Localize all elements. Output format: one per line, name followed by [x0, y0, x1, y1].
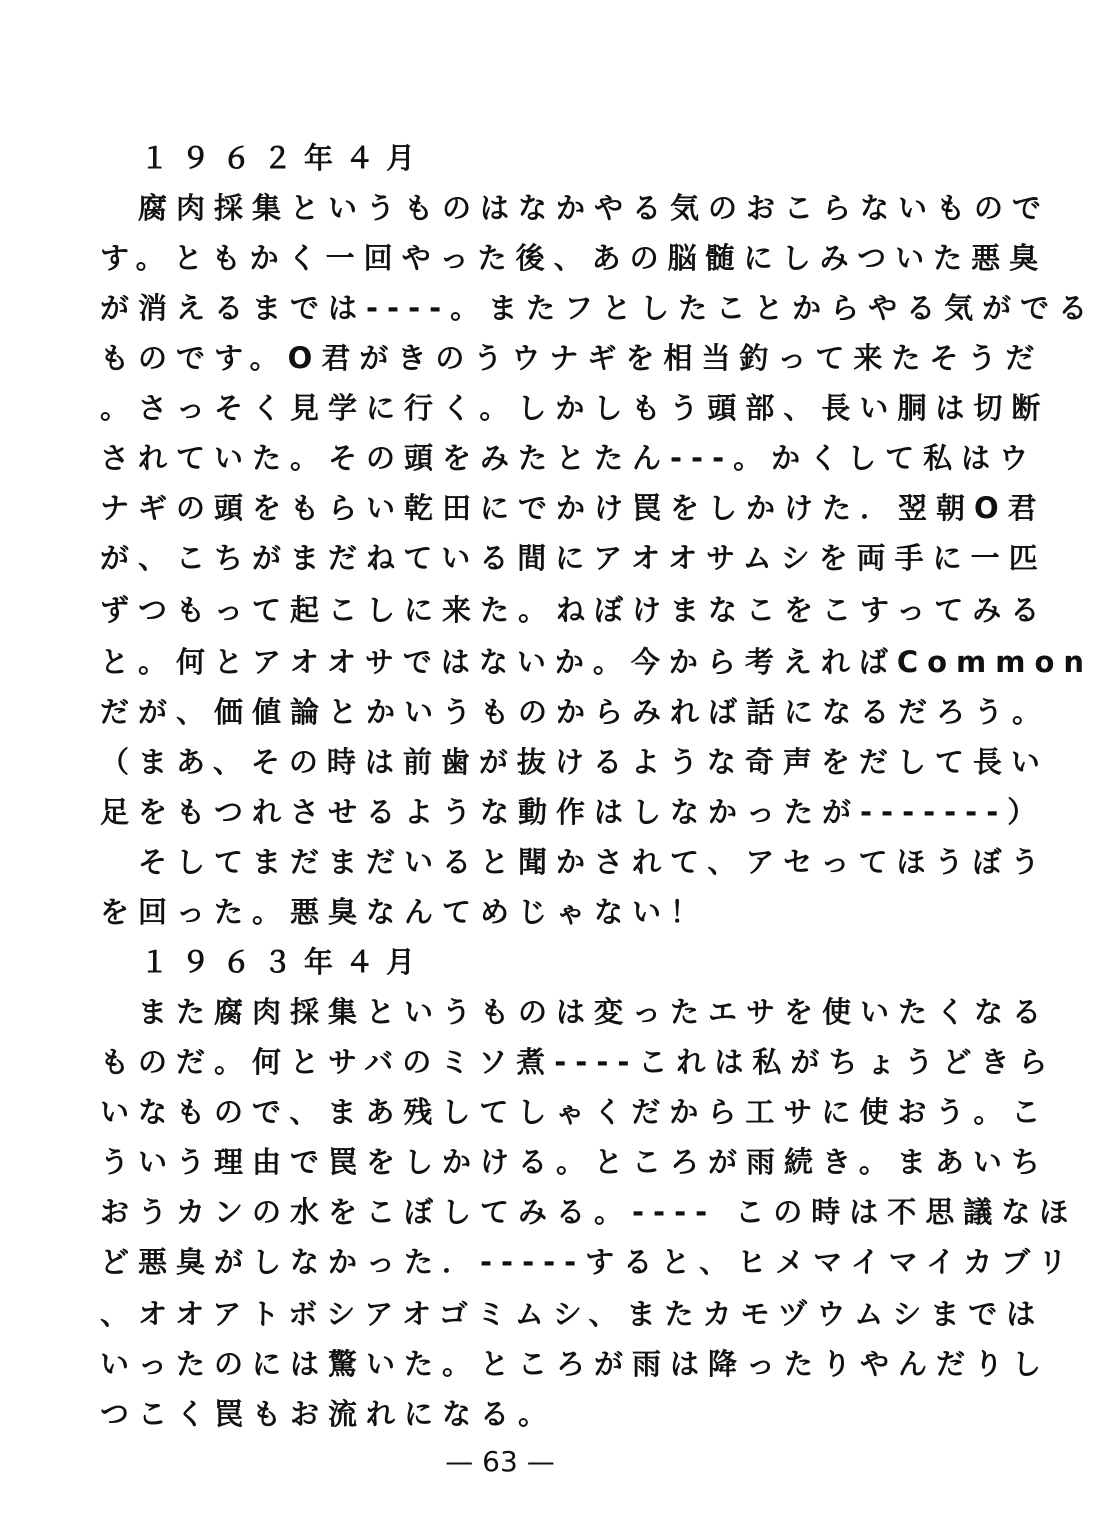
- paragraph-line: が、こちがまだねている間にアオオサムシを両手に一匹: [100, 541, 1047, 575]
- page-number: — 63 —: [445, 1445, 555, 1478]
- paragraph-line: 、オオアトボシアオゴミムシ、またカモヅウムシまでは: [100, 1297, 1045, 1331]
- paragraph-line: おうカンの水をこぼしてみる。---- この時は不思議なほ: [100, 1195, 1078, 1229]
- section-heading-1963: １９６３年４月: [140, 945, 428, 979]
- paragraph-line: いなもので、まあ残してしゃくだから工サに使おう。こ: [100, 1095, 1050, 1129]
- paragraph-line: 腐肉採集というものはなかやる気のおこらないもので: [138, 191, 1051, 225]
- paragraph-line: ものです。O君がきのうウナギを相当釣って来たそうだ: [100, 341, 1044, 375]
- paragraph-line: つこく罠もお流れになる。: [100, 1397, 557, 1431]
- paragraph-line: そしてまだまだいると聞かされて、アセってほうぼう: [138, 845, 1049, 879]
- paragraph-line: ナギの頭をもらい乾田にでかけ罠をしかけた．翌朝O君: [100, 491, 1046, 525]
- paragraph-line: いったのには驚いた。ところが雨は降ったりやんだりし: [100, 1347, 1051, 1381]
- paragraph-line: 足をもつれさせるような動作はしなかったが-------）: [100, 795, 1046, 829]
- paragraph-line: を回った。悪臭なんてめじゃない！: [100, 895, 709, 929]
- paragraph-line: （まあ、その時は前歯が抜けるような奇声をだして長い: [100, 745, 1049, 779]
- paragraph-line: ういう理由で罠をしかける。ところが雨続き。まあいち: [100, 1145, 1049, 1179]
- paragraph-line: されていた。その頭をみたとたん---。かくして私はウ: [100, 441, 1038, 475]
- paragraph-line: が消えるまでは----。またフとしたことからやる気がでる: [100, 291, 1096, 325]
- paragraph-line: と。何とアオオサではないか。今から考えればCommon: [100, 645, 1094, 679]
- paragraph-line: ものだ。何とサバのミソ煮----これは私がちょうどきら: [100, 1045, 1057, 1079]
- paragraph-line: ど悪臭がしなかった．-----すると、ヒメマイマイカブリ: [100, 1245, 1076, 1279]
- paragraph-line: す。ともかく一回やった後、あの脳髄にしみついた悪臭: [100, 241, 1048, 275]
- paragraph-line: また腐肉採集というものは変ったエサを使いたくなる: [138, 995, 1051, 1029]
- paragraph-line: ずつもって起こしに来た。ねぼけまなこをこすってみる: [100, 593, 1049, 627]
- paragraph-line: 。さっそく見学に行く。しかしもう頭部、長い胴は切断: [100, 391, 1050, 425]
- section-heading-1962: １９６２年４月: [140, 141, 428, 175]
- paragraph-line: だが、価値論とかいうものからみれば話になるだろう。: [100, 695, 1051, 729]
